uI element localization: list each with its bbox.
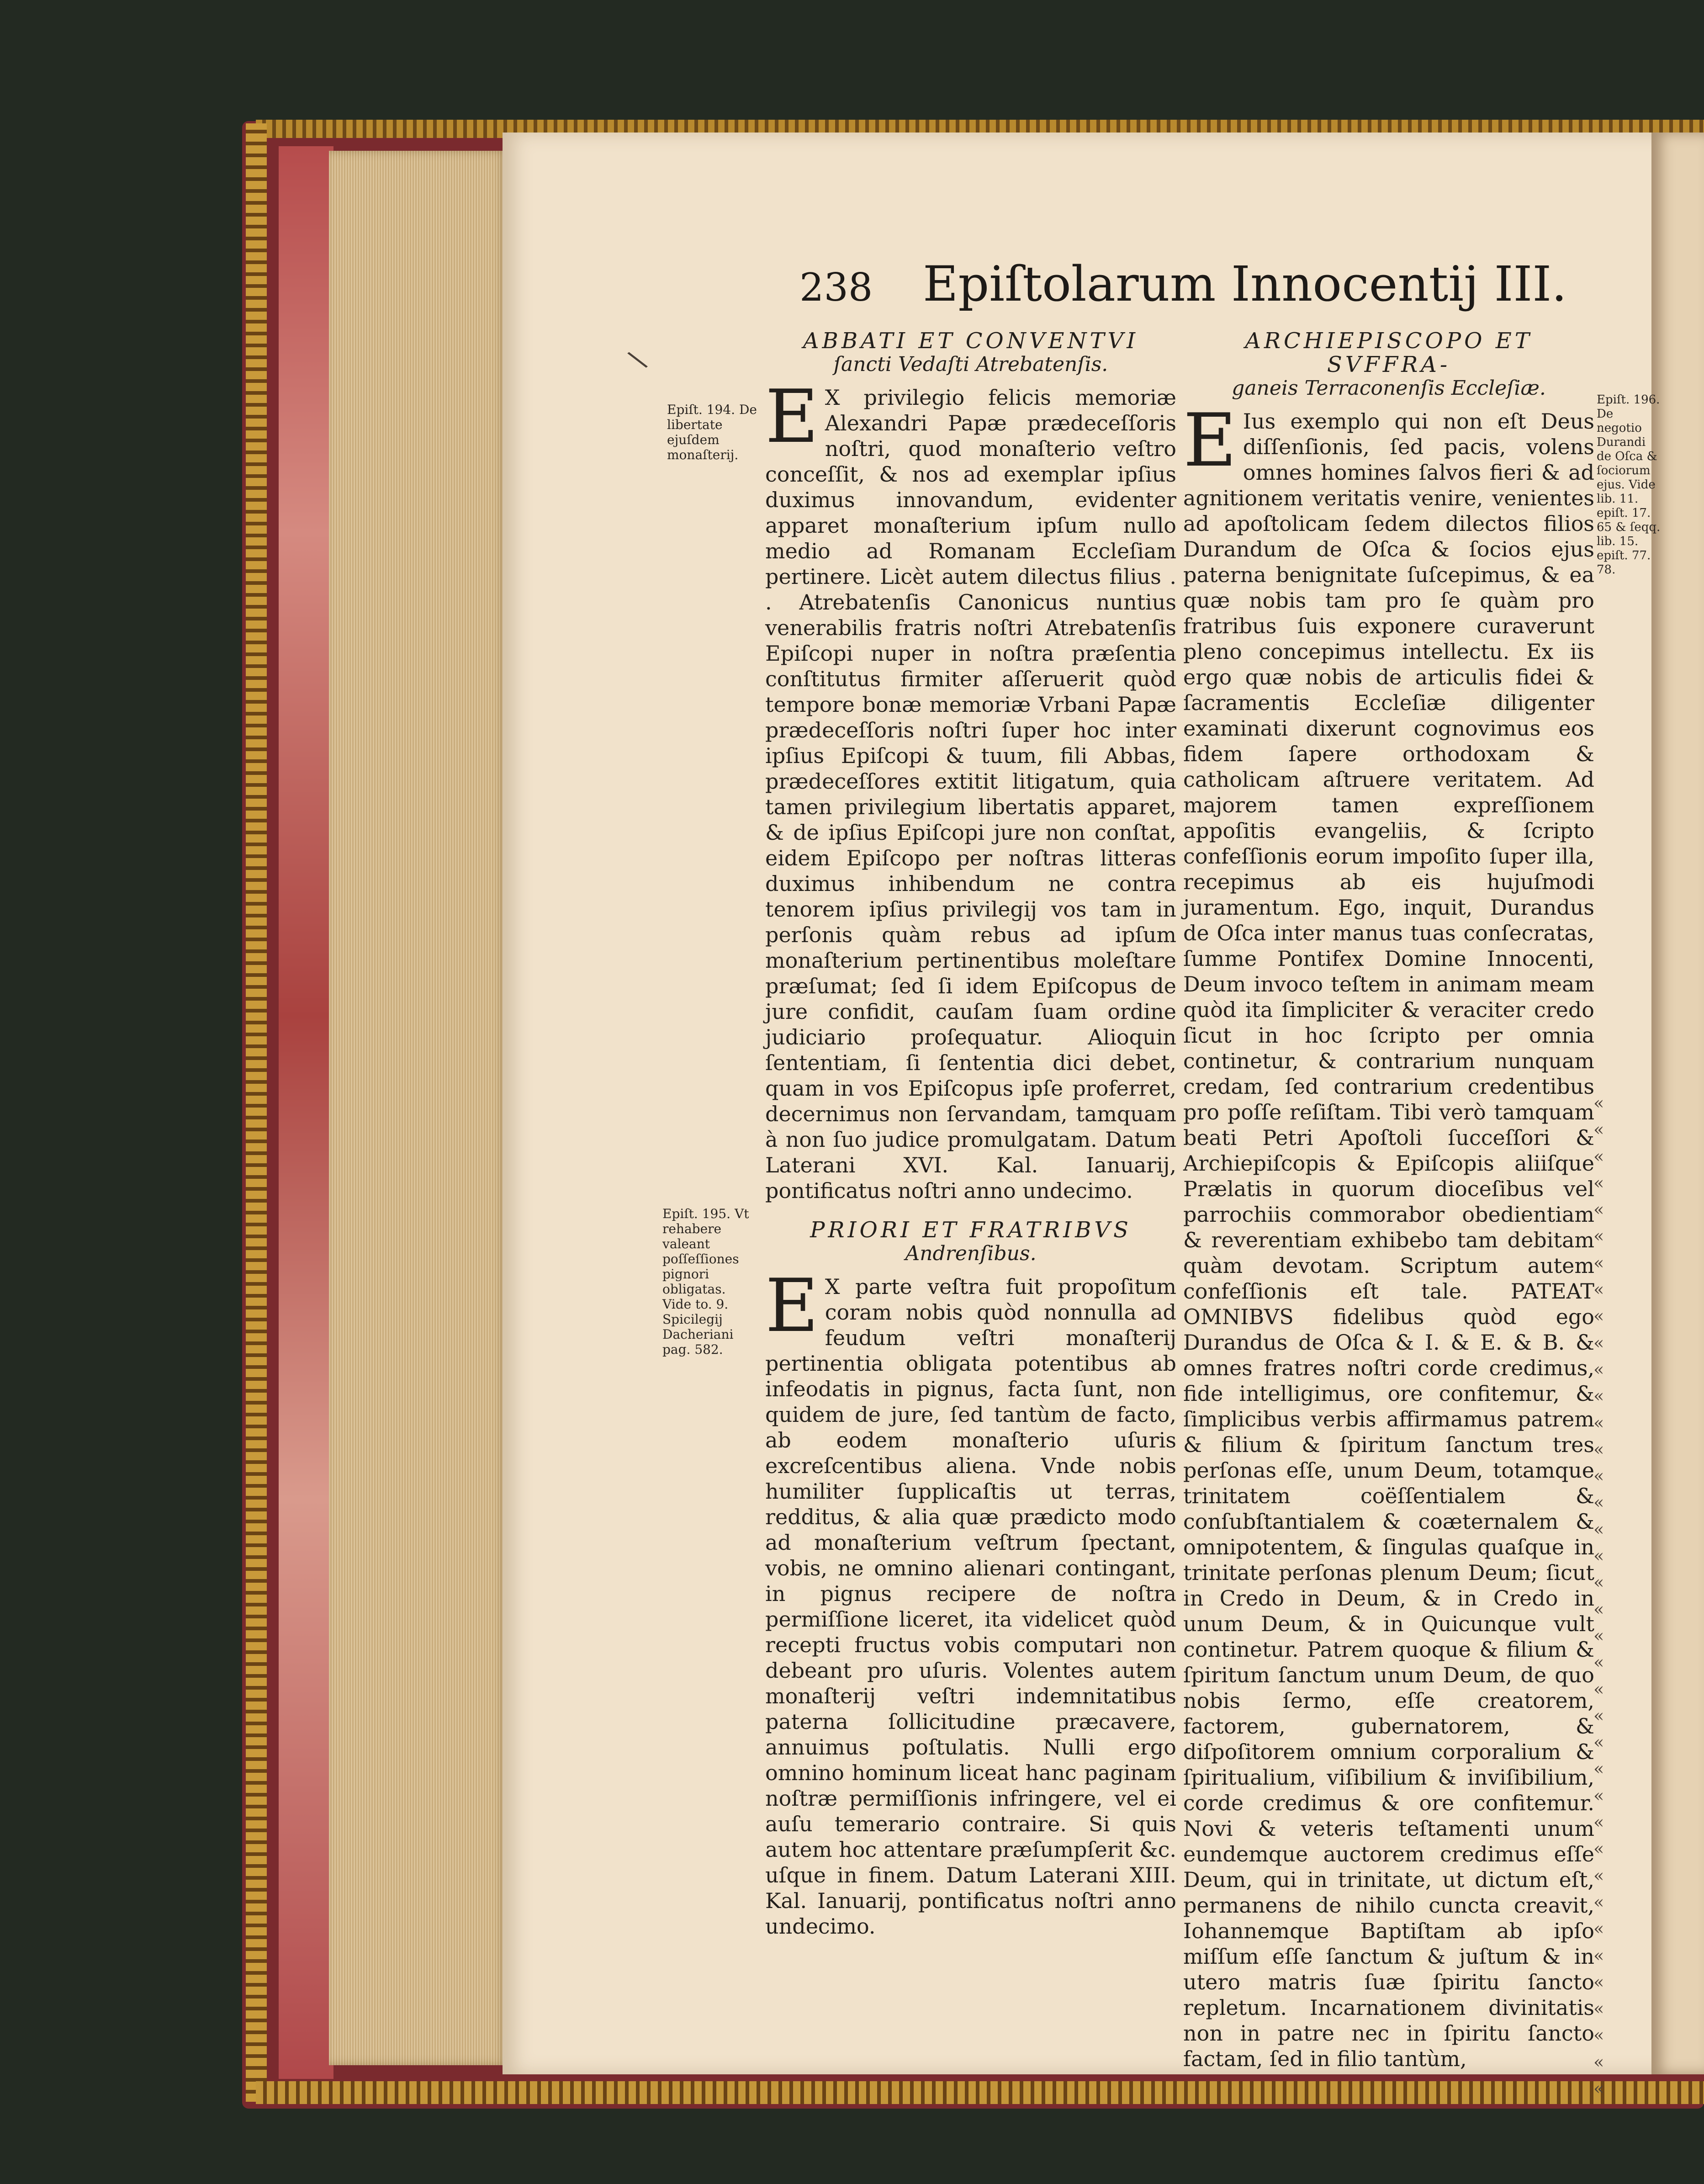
gilt-edge-left [246,123,267,2102]
margin-note-epist-194: Epiſt. 194. De libertate ejuſdem monaſterij. [667,402,757,462]
letter-heading: PRIORI ET FRATRIBVS [810,1217,1132,1243]
left-column [765,329,1176,1954]
page-header [799,256,1567,320]
page-edges [329,151,507,2065]
pen-mark: \ [624,344,651,376]
drop-cap: E [1183,398,1237,483]
running-title: Epiſtolarum Innocentij III. [923,256,1567,312]
letter-body [765,374,1176,1203]
letter-text: X parte veſtra fuit propoſitum coram nobis quòd nonnulla ad feudum veſtri monaſterij pertinentia obligata potentibus ab infeodatis in pignus, facta ſunt, non quidem de jure, ſed tantùm de facto, ab eodem monaſterio uſuris excreſcentibus aliena. Vnde nobis humiliter ſupplicaſtis ut terras, redditus, & alia quæ prædicto modo ad monaſterium veſtrum ſpectant, vobis, ne omnino alienari contingant, in pignus recipere de noſtra permiſſione liceret, ita videlicet quòd recepti fructus vobis computari non debeant pro uſuris. Volentes autem monaſterij veſtri indemnitatibus paterna ſollicitudine præcavere, annuimus poſtulatis. Nulli ergo omnino hominum liceat hanc paginam noſtræ permiſſionis infringere, vel ei auſu temerario contraire. Si quis autem hoc attentare præſumpſerit &c. uſque in finem. Datum Laterani XIII. Kal. Ianuarij, pontificatus noſtri anno undecimo. [765,1274,1176,1939]
letter-body [1183,398,1594,2072]
marbled-endpaper [279,146,333,2079]
letter-body [765,1263,1176,1939]
letter-heading: ABBATI ET CONVENTVI [803,328,1139,354]
right-column [1183,329,1594,2086]
drop-cap: E [765,374,819,459]
letter-heading: ARCHIEPISCOPO ET SVFFRA- [1245,328,1533,377]
margin-note-epist-196: Epiſt. 196. De negotio Durandi de Oſca & ſociorum ejus. Vide lib. 11. epiſt. 17. 65 & ſeqq. lib. 15. epiſt. 77. 78. [1597,393,1661,577]
margin-note-epist-195: Epiſt. 195. Vt rehabere valeant poſſeſſiones pignori obligatas. Vide to. 9. Spicilegij Dacheriani pag. 582. [662,1206,749,1357]
letter-text: X privilegio felicis memoriæ Alexandri Papæ prædeceſſoris noſtri, quod monaſterio veſtro conceſſit, & nos ad exemplar ipſius duximus innovandum, evidenter apparet monaſterium ipſum nullo medio ad Romanam Eccleſiam pertinere. Licèt autem dilectus filius . . Atrebatenſis Canonicus nuntius venerabilis fratris noſtri Atrebatenſis Epiſcopi nuper in noſtra præſentia conſtitutus firmiter aſſeruerit quòd tempore bonæ memoriæ Vrbani Papæ prædeceſſoris noſtri ſuper hoc inter ipſius Epiſcopi & tuum, fili Abbas, prædeceſſores extitit litigatum, quia tamen privilegium libertatis apparet, & de ipſius Epiſcopi jure non conſtat, eidem Epiſcopo per noſtras litteras duximus inhibendum ne contra tenorem ipſius privilegij vos tam in perſonis quàm rebus ad ipſum monaſterium pertinentibus moleſtare præſumat; ſed ſi idem Epiſcopus de jure confidit, cauſam ſuam ordine judiciario proſequatur. Alioquin ſententiam, ſi ſententia dici debet, quam in vos Epiſcopus ipſe proferret, decernimus non ſervandam, tamquam à non ſuo judice promulgatam. Datum Laterani XVI. Kal. Ianuarij, pontificatus noſtri anno undecimo. [765,385,1176,1203]
drop-cap: E [765,1263,819,1348]
letter-text: Ius exemplo qui non eſt Deus diſſenſionis, ſed pacis, volens omnes homines ſalvos fieri & ad agnitionem veritatis venire, venientes ad apoſtolicam ſedem dilectos filios Durandum de Oſca & ſocios ejus paterna benignitate ſuſcepimus, & ea quæ nobis tam pro ſe quàm pro fratribus ſuis exponere curaverunt pleno concepimus intellectu. Ex iis ergo quæ nobis de articulis fidei & ſacramentis Eccleſiæ diligenter examinati dixerunt cognovimus eos fidem ſapere orthodoxam & catholicam aſtruere veritatem. Ad majorem tamen expreſſionem appoſitis evangeliis, & ſcripto confeſſionis eorum impoſito ſuper illa, recepimus ab eis hujuſmodi juramentum. Ego, inquit, Durandus de Oſca inter manus tuas conſecratas, ſumme Pontifex Domine Innocenti, Deum invoco teſtem in animam meam quòd ita ſimpliciter & veraciter credo ſicut in hoc ſcripto per omnia continetur, & contrarium nunquam credam, ſed contrarium credentibus pro poſſe reſiſtam. Tibi verò tamquam beati Petri Apoſtoli ſucceſſori & Archiepiſcopis & Epiſcopis aliiſque Prælatis in quorum dioceſibus vel parrochiis commorabor obedientiam & reverentiam exhibebo tam debitam quàm devotam. Scriptum autem confeſſionis eſt tale. PATEAT OMNIBVS fidelibus quòd ego Durandus de Oſca & I. & E. & B. & omnes fratres noſtri corde credimus, fide intelligimus, ore confitemur, & ſimplicibus verbis affirmamus patrem & filium & ſpiritum ſanctum tres perſonas eſſe, unum Deum, totamque trinitatem coëſſentialem & conſubſtantialem & coæternalem & omnipotentem, & ſingulas quaſque in trinitate perſonas plenum Deum; ſicut in Credo in Deum, & in Credo in unum Deum, & in Quicunque vult continetur. Patrem quoque & filium & ſpiritum ſanctum unum Deum, de quo nobis ſermo, eſſe creatorem, factorem, gubernatorem, & diſpoſitorem omnium corporalium & ſpiritualium, viſibilium & inviſibilium, corde credimus & ore confitemur. Novi & veteris teſtamenti unum eundemque auctorem credimus eſſe Deum, qui in trinitate, ut dictum eſt, permanens de nihilo cuncta creavit, Iohannemque Baptiſtam ab ipſo miſſum eſſe ſanctum & juſtum & in utero matris ſuæ ſpiritu ſancto repletum. Incarnationem divinitatis non in patre nec in ſpiritu ſancto factam, ſed in filio tantùm, [1183,409,1594,2071]
letter-subheading: ſancti Vedaſti Atrebatenſis. [833,353,1108,376]
quotation-marks-column: « « « « « « « « « « « « « « « « « « « « « « « « « « « « « « « « « « « « « « [1593,1093,1604,2099]
letter-subheading: ganeis Terraconenſis Eccleſiæ. [1232,376,1546,400]
page-number: 238 [799,265,873,310]
letter-subheading: Andrenſibus. [905,1242,1037,1265]
